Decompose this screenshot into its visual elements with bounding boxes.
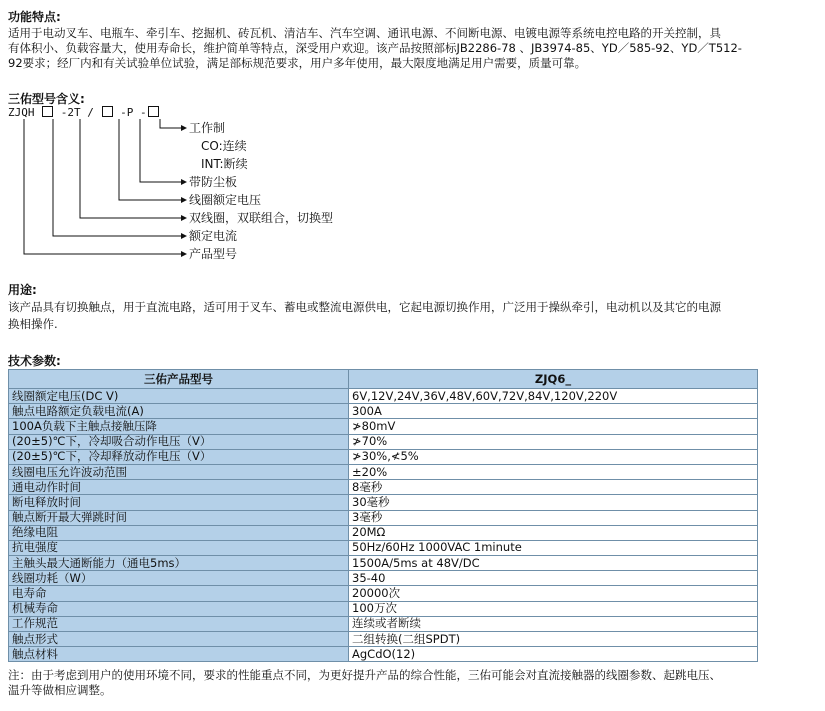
features-heading: 功能特点:	[8, 10, 61, 24]
code-p: -P -	[120, 106, 147, 119]
specs-body	[9, 389, 758, 662]
note-line: 温升等做相应调整。	[8, 683, 112, 697]
specs-table	[8, 369, 758, 662]
spec-row	[9, 419, 758, 434]
legend-coil-voltage: 线圈额定电压	[189, 193, 262, 207]
spec-param-value: ±20%	[349, 464, 758, 479]
spec-row	[9, 571, 758, 586]
code-mid: -2T /	[60, 106, 94, 119]
specs-header-row	[9, 370, 758, 389]
note-line: 注：由于考虑到用户的使用环境不同，要求的性能重点不同，为更好提升产品的综合性能，三佑可能会对直流接触器的线圈参数、起跳电压、	[8, 668, 721, 682]
spec-param-value: 3毫秒	[349, 510, 758, 525]
spec-param-value: 6V,12V,24V,36V,48V,60V,72V,84V,120V,220V	[349, 389, 758, 404]
legend-work-mode: 工作制	[189, 121, 226, 135]
legend-product-model: 产品型号	[189, 247, 238, 261]
spec-param-name: 绝缘电阻	[9, 525, 349, 540]
spec-param-value: 1500A/5ms at 48V/DC	[349, 556, 758, 571]
spec-param-value: 300A	[349, 404, 758, 419]
spec-param-name: 线圈电压允许波动范围	[9, 464, 349, 479]
spec-param-value: 连续或者断续	[349, 616, 758, 631]
spec-param-name: 通电动作时间	[9, 480, 349, 495]
spec-param-name: 抗电强度	[9, 540, 349, 555]
spec-row	[9, 389, 758, 404]
spec-param-value: 30毫秒	[349, 495, 758, 510]
spec-param-name: (20±5)℃下，冷却吸合动作电压（V）	[9, 434, 349, 449]
spec-row	[9, 616, 758, 631]
spec-param-name: 触点断开最大弹跳时间	[9, 510, 349, 525]
spec-param-name: 线圈额定电压(DC V)	[9, 389, 349, 404]
spec-row	[9, 449, 758, 464]
legend-rated-current: 额定电流	[189, 229, 238, 243]
usage-line: 该产品具有切换触点，用于直流电路，适可用于叉车、蓄电或整流电源供电，它起电源切换作用，广泛用于操纵牵引，电动机以及其它的电源	[8, 300, 721, 314]
features-line: 有体积小、负载容量大，使用寿命长，维护简单等特点，深受用户欢迎。该产品按照部标JB2286-78 、JB3974-85、YD／585-92、YD／T512-	[8, 41, 742, 55]
spec-row	[9, 647, 758, 662]
spec-param-value: ≯80mV	[349, 419, 758, 434]
spec-row	[9, 404, 758, 419]
spec-row	[9, 495, 758, 510]
spec-param-name: 电寿命	[9, 586, 349, 601]
spec-row	[9, 556, 758, 571]
features-line: 适用于电动叉车、电瓶车、牵引车、挖掘机、砖瓦机、清洁车、汽车空调、通讯电源、不间断电源、电镀电源等系统电控电路的开关控制，具	[8, 26, 721, 40]
features-line: 92要求；经厂内和有关试验单位试验，满足部标规范要求，用户多年使用，最大限度地满足用户需要，质量可靠。	[8, 56, 587, 70]
spec-param-value: ≯30%,≮5%	[349, 449, 758, 464]
code-prefix: ZJQH	[8, 106, 35, 119]
spec-param-value: ≯70%	[349, 434, 758, 449]
spec-param-value: 20000次	[349, 586, 758, 601]
spec-param-name: 断电释放时间	[9, 495, 349, 510]
spec-row	[9, 434, 758, 449]
spec-param-name: 工作规范	[9, 616, 349, 631]
specs-heading: 技术参数:	[8, 354, 61, 368]
legend-intermittent: INT:断续	[201, 157, 248, 171]
spec-param-value: 50Hz/60Hz 1000VAC 1minute	[349, 540, 758, 555]
spec-param-value: 20MΩ	[349, 525, 758, 540]
legend-double-coil: 双线圈，双联组合，切换型	[189, 211, 334, 225]
spec-row	[9, 525, 758, 540]
spec-param-name: 100A负载下主触点接触压降	[9, 419, 349, 434]
legend-continuous: CO:连续	[201, 139, 247, 153]
legend-dust-cover: 带防尘板	[189, 175, 238, 189]
spec-param-value: 二组转换(二组SPDT)	[349, 632, 758, 647]
specs-header-value: ZJQ6_	[349, 370, 758, 389]
spec-row	[9, 586, 758, 601]
spec-param-value: AgCdO(12)	[349, 647, 758, 662]
spec-row	[9, 601, 758, 616]
spec-param-name: (20±5)℃下，冷却释放动作电压（V）	[9, 449, 349, 464]
note-text	[8, 668, 823, 698]
spec-param-value: 35-40	[349, 571, 758, 586]
spec-row	[9, 632, 758, 647]
spec-param-value: 100万次	[349, 601, 758, 616]
model-code-heading: 三佑型号含义:	[8, 92, 85, 106]
spec-param-name: 触点材料	[9, 647, 349, 662]
specs-header-model: 三佑产品型号	[9, 370, 349, 389]
usage-line: 换相操作.	[8, 317, 58, 331]
spec-param-name: 机械寿命	[9, 601, 349, 616]
spec-param-name: 主触头最大通断能力（通电5ms）	[9, 556, 349, 571]
usage-heading: 用途:	[8, 283, 37, 297]
spec-row	[9, 510, 758, 525]
usage-text	[8, 299, 823, 333]
spec-row	[9, 480, 758, 495]
spec-param-name: 触点形式	[9, 632, 349, 647]
spec-row	[9, 464, 758, 479]
spec-param-name: 触点电路额定负载电流(A)	[9, 404, 349, 419]
spec-param-name: 线圈功耗（W）	[9, 571, 349, 586]
spec-param-value: 8毫秒	[349, 480, 758, 495]
spec-row	[9, 540, 758, 555]
